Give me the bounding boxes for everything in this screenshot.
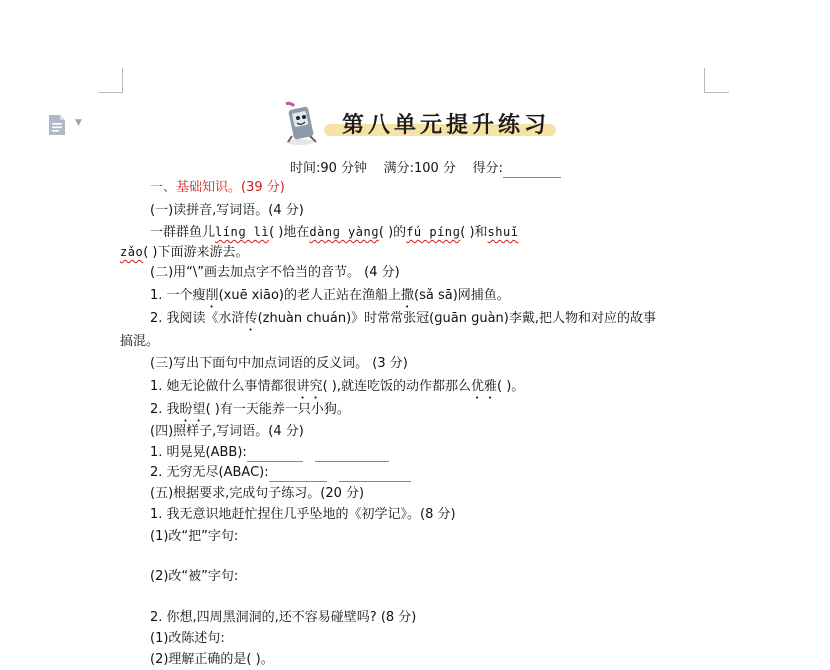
text-segment: (xuē xiāo)的老人正站在渔船上: [218, 288, 401, 303]
page-corner-mark-right: [704, 68, 729, 93]
answer-blank[interactable]: ( )地在: [269, 225, 310, 240]
answer-blank[interactable]: ( ),就连吃饭的动作都那么: [322, 379, 471, 394]
answer-blank[interactable]: ( )。: [497, 379, 525, 394]
question-item: [150, 401, 350, 425]
text-segment: 一群群鱼儿: [150, 225, 216, 240]
text-segment: 1. 一个瘦: [150, 288, 206, 303]
dotted-word: 盼望: [179, 402, 206, 417]
question-item: 1. 我无意识地赶忙捏住几乎坠地的《初学记》。(8 分): [150, 507, 456, 522]
answer-blank[interactable]: ( )下面游来游去。: [143, 245, 249, 260]
dotted-char: 削: [205, 288, 219, 303]
question-item: [150, 464, 411, 482]
question-item-continued: 搞混。: [120, 334, 160, 349]
exam-meta: [290, 160, 561, 178]
answer-blank[interactable]: ( )的: [378, 225, 407, 240]
question-item: [150, 310, 656, 334]
question-item: [150, 287, 510, 311]
dotted-word: 讲究: [296, 379, 323, 394]
time-label: 时间:90 分钟: [290, 161, 368, 176]
answer-line[interactable]: [339, 467, 411, 482]
text-segment: 1. 明晃晃(ABB):: [150, 445, 247, 460]
text-segment: 1. 她无论做什么事情都很: [150, 379, 297, 394]
text-segment: 2. 我阅读《水浒: [150, 311, 245, 326]
pinyin-line-2: [120, 243, 248, 262]
text-segment: 2. 我: [150, 402, 180, 417]
question-heading: (二)用“\”画去加点字不恰当的音节。 (4 分): [150, 265, 400, 280]
sub-question: (2)改“被”字句:: [150, 569, 239, 584]
dotted-char: 撒: [401, 288, 415, 303]
sub-question: (1)改陈述句:: [150, 631, 225, 646]
text-segment: ɡuān ɡuàn)李戴,把人物和对应的故事: [434, 311, 656, 326]
text-segment: (zhuàn chuán)》时常常张冠(: [257, 311, 435, 326]
text-segment: 2. 无穷无尽(ABAC):: [150, 465, 269, 480]
dropdown-caret-icon[interactable]: ▼: [75, 118, 82, 128]
pinyin-shui: shuǐ: [487, 225, 519, 239]
question-heading: (一)读拼音,写词语。(4 分): [150, 203, 304, 218]
answer-blank[interactable]: ( )和: [460, 225, 488, 240]
pinyin-dangyang: dànɡ yànɡ: [309, 225, 379, 239]
title-banner: [280, 98, 580, 146]
dotted-char: 传: [244, 311, 258, 326]
pinyin-fuping: fú pínɡ: [406, 225, 461, 239]
question-item: [150, 378, 524, 402]
pinyin-line-1: [150, 223, 518, 242]
pinyin-linli: línɡ lì: [215, 225, 270, 239]
pinyin-zao: zǎo: [120, 245, 144, 259]
answer-line[interactable]: [269, 467, 327, 482]
answer-line[interactable]: [315, 447, 389, 462]
question-heading: (五)根据要求,完成句子练习。(20 分): [150, 486, 365, 501]
mascot-icon: [280, 98, 326, 146]
dotted-word: 优雅: [470, 379, 497, 394]
text-segment: (sǎ sā)网捕鱼。: [414, 288, 510, 303]
section-heading: 一、基础知识。(39 分): [150, 180, 285, 195]
question-item: 2. 你想,四周黑洞洞的,还不容易碰壁吗? (8 分): [150, 610, 417, 625]
answer-line[interactable]: [247, 447, 303, 462]
page-title: 第八单元提升练习: [342, 112, 551, 138]
score-blank[interactable]: [503, 163, 561, 178]
page-corner-mark-left: [98, 68, 123, 93]
sub-question: (2)理解正确的是( )。: [150, 652, 274, 667]
document-icon[interactable]: [46, 114, 68, 136]
answer-blank[interactable]: ( )有一天能养一只小狗。: [205, 402, 350, 417]
question-item: [150, 444, 389, 462]
question-heading: (三)写出下面句中加点词语的反义词。 (3 分): [150, 356, 408, 371]
got-label: 得分:: [472, 161, 503, 176]
score-label: 满分:100 分: [383, 161, 456, 176]
question-heading: (四)照样子,写词语。(4 分): [150, 424, 304, 439]
sub-question: (1)改“把”字句:: [150, 529, 239, 544]
